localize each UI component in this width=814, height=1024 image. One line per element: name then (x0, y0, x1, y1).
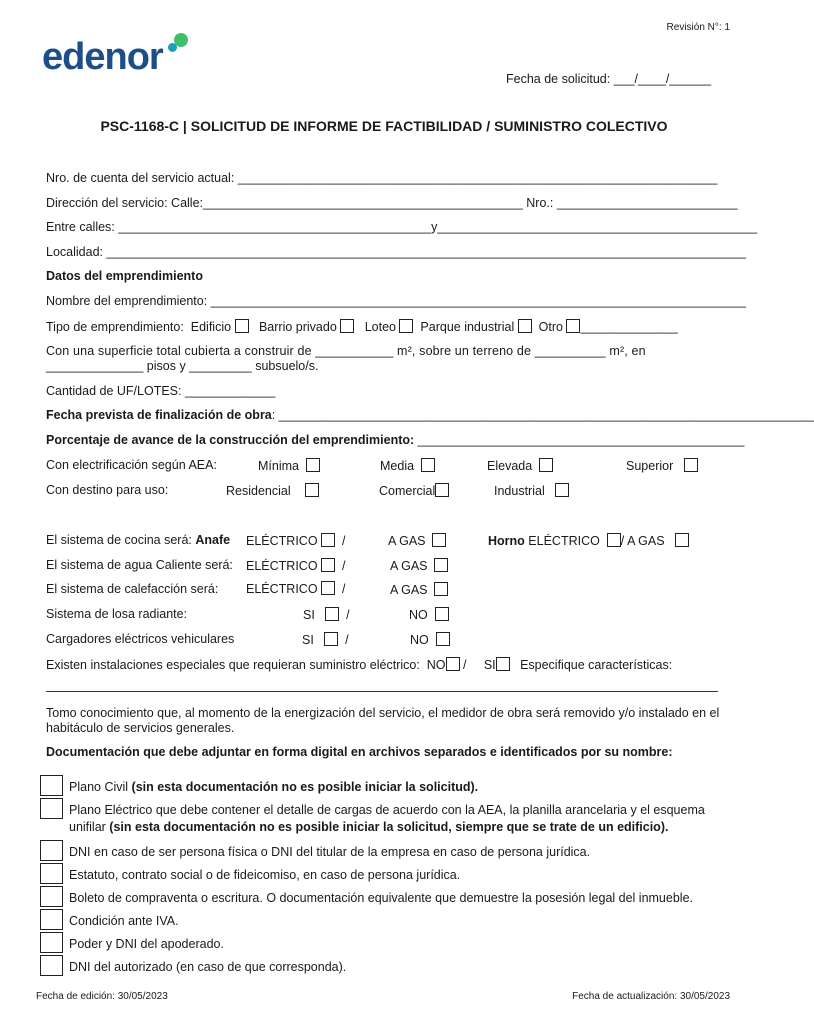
electrico-label: ELÉCTRICO (246, 559, 318, 573)
tipo-label: Tipo de emprendimiento: (46, 320, 184, 334)
calefaccion-electrico-checkbox[interactable] (321, 581, 335, 595)
tipo-option-label: Loteo (364, 320, 396, 334)
cocina-label-text: El sistema de cocina será: (46, 533, 192, 547)
tipo-loteo-checkbox[interactable] (399, 319, 413, 333)
destino-residencial[interactable] (226, 483, 319, 498)
porcentaje-field[interactable]: _______________________________________________ (414, 433, 745, 447)
losa-label: Sistema de losa radiante: (46, 607, 188, 621)
cargadores-si[interactable]: SI / (302, 633, 349, 647)
losa-si[interactable]: SI / (303, 608, 350, 622)
page-title: PSC-1168-C | SOLICITUD DE INFORME DE FACTIBILIDAD / SUMINISTRO COLECTIVO (100, 118, 668, 134)
especifique-label: Especifique características: (520, 658, 673, 672)
fecha-actualizacion: Fecha de actualización: 30/05/2023 (572, 991, 730, 1002)
industrial-checkbox[interactable] (555, 483, 569, 497)
doc-item-text (69, 913, 729, 930)
cargadores-no[interactable] (410, 632, 450, 647)
comercial-checkbox[interactable] (435, 483, 449, 497)
doc-item-text (69, 959, 729, 976)
fecha-finalizacion-label: Fecha prevista de finalización de obra (46, 408, 272, 422)
fecha-solicitud-field[interactable]: Fecha de solicitud: ___/____/______ (506, 72, 712, 86)
agua-electrico[interactable]: ELÉCTRICO / (246, 559, 346, 573)
losa-no[interactable] (409, 607, 449, 622)
losa-no-checkbox[interactable] (435, 607, 449, 621)
logo-dot-teal-icon (168, 43, 177, 52)
anafe-label: Anafe (195, 533, 231, 547)
option-label: Mínima (258, 459, 299, 473)
tomo-conocimiento-text: Tomo conocimiento que, al momento de la energización del servicio, el medidor de obra será removido y/o instalado en el habitáculo de servicios generales. (46, 706, 720, 735)
calefaccion-gas-checkbox[interactable] (434, 582, 448, 596)
option-label: Media (380, 459, 415, 473)
doc-note: (sin esta documentación no es posible iniciar la solicitud, siempre que se trate de un edificio). (109, 820, 669, 834)
electrificacion-superior[interactable] (626, 458, 698, 473)
media-checkbox[interactable] (421, 458, 435, 472)
horno-row[interactable]: Horno ELÉCTRICO / A GAS (488, 533, 689, 548)
especiales-si-checkbox[interactable] (496, 657, 510, 671)
doc-text: DNI en caso de ser persona física o DNI del titular de la empresa en caso de persona jurídica. (69, 845, 591, 859)
doc-checkbox[interactable] (40, 909, 63, 930)
especiales-label: Existen instalaciones especiales que requieran suministro eléctrico: (46, 658, 420, 672)
doc-checkbox[interactable] (40, 886, 63, 907)
doc-checkbox[interactable] (40, 798, 63, 819)
direccion-field[interactable]: Dirección del servicio: Calle:______________________________________________ Nro.: __________________________ (46, 196, 738, 210)
cantidad-uf-field[interactable]: Cantidad de UF/LOTES: _____________ (46, 384, 276, 398)
fecha-finalizacion-field[interactable]: : _____________________________________________________________________________ (271, 408, 814, 422)
horno-label: Horno (488, 534, 525, 548)
minima-checkbox[interactable] (306, 458, 320, 472)
elevada-checkbox[interactable] (539, 458, 553, 472)
electrificacion-minima[interactable] (258, 458, 320, 473)
fecha-finalizacion-row[interactable] (46, 408, 814, 422)
especiales-no-checkbox[interactable] (446, 657, 460, 671)
si-label: SI (483, 658, 496, 672)
logo-text: edenor (42, 36, 163, 78)
especiales-row: Existen instalaciones especiales que requieran suministro eléctrico: NO / SI Especifique características: (46, 658, 673, 672)
doc-text: Plano Eléctrico que debe contener el detalle de cargas de acuerdo con la AEA, la planilla arancelaria y el esquema unifilar (69, 803, 705, 834)
cocina-electrico-checkbox[interactable] (321, 533, 335, 547)
cocina-gas[interactable] (388, 533, 446, 548)
tipo-emprendimiento-row (46, 319, 720, 334)
gas-label: A GAS (627, 534, 665, 548)
edenor-logo (42, 36, 163, 79)
losa-si-checkbox[interactable] (325, 607, 339, 621)
electrico-label: ELÉCTRICO (246, 534, 318, 548)
fecha-edicion: Fecha de edición: 30/05/2023 (36, 991, 168, 1002)
tipo-option-label: Parque industrial (420, 320, 515, 334)
gas-label: A GAS (390, 559, 428, 573)
doc-text: Plano Civil (69, 780, 132, 794)
doc-checkbox[interactable] (40, 840, 63, 861)
doc-text: Boleto de compraventa o escritura. O documentación equivalente que demuestre la posesión legal del inmueble. (69, 891, 693, 905)
entre-calles-field[interactable]: Entre calles: _____________________________________________y______________________________________________ (46, 220, 758, 234)
electrificacion-label: Con electrificación según AEA: (46, 458, 217, 472)
doc-text: DNI del autorizado (en caso de que corresponda). (69, 960, 347, 974)
destino-comercial[interactable] (379, 483, 449, 498)
destino-label: Con destino para uso: (46, 483, 169, 497)
gas-label: A GAS (388, 534, 426, 548)
doc-text: Poder y DNI del apoderado. (69, 937, 224, 951)
tipo-barrio-checkbox[interactable] (340, 319, 354, 333)
electrificacion-media[interactable] (380, 458, 435, 473)
destino-industrial[interactable] (494, 483, 569, 498)
doc-item-text (69, 867, 729, 884)
cargadores-si-checkbox[interactable] (324, 632, 338, 646)
emprendimiento-heading: Datos del emprendimiento (46, 269, 203, 283)
tipo-option-label: Otro (538, 320, 563, 334)
doc-item-text (69, 844, 729, 861)
porcentaje-label: Porcentaje de avance de la construcción del emprendimiento: (46, 433, 415, 447)
no-label: NO (426, 658, 446, 672)
doc-checkbox[interactable] (40, 955, 63, 976)
agua-label: El sistema de agua Caliente será: (46, 558, 233, 572)
doc-checkbox[interactable] (40, 932, 63, 953)
cocina-gas-checkbox[interactable] (432, 533, 446, 547)
tipo-otro-field[interactable]: ______________ (580, 320, 678, 334)
localidad-field[interactable]: Localidad: ____________________________________________________________________________________________ (46, 245, 747, 259)
electrico-label: ELÉCTRICO (528, 534, 600, 548)
si-label: SI (302, 633, 314, 647)
cocina-electrico[interactable]: ELÉCTRICO / (246, 534, 346, 548)
option-label: Superior (626, 459, 674, 473)
cargadores-no-checkbox[interactable] (436, 632, 450, 646)
no-label: NO (409, 608, 428, 622)
tipo-edificio-checkbox[interactable] (235, 319, 249, 333)
electrico-label: ELÉCTRICO (246, 582, 318, 596)
si-label: SI (303, 608, 315, 622)
agua-gas-checkbox[interactable] (434, 558, 448, 572)
option-label: Industrial (494, 484, 545, 498)
cocina-label (46, 533, 230, 547)
option-label: Residencial (226, 484, 291, 498)
tipo-otro-checkbox[interactable] (566, 319, 580, 333)
electrificacion-elevada[interactable] (487, 458, 553, 473)
tipo-option-label: Edificio (190, 320, 232, 334)
doc-item-text (69, 890, 729, 907)
calefaccion-gas[interactable] (390, 582, 448, 597)
cargadores-label: Cargadores eléctricos vehiculares (46, 632, 235, 646)
option-label: Comercial (379, 484, 436, 498)
cuenta-field[interactable]: Nro. de cuenta del servicio actual: _____________________________________________________________________ (46, 171, 718, 185)
pisos-field[interactable]: ______________ pisos y _________ subsuelo/s. (46, 359, 319, 373)
doc-note: (sin esta documentación no es posible iniciar la solicitud). (131, 780, 479, 794)
doc-item-text (69, 802, 729, 836)
revision-number: Revisión N°: 1 (666, 22, 730, 33)
no-label: NO (410, 633, 429, 647)
doc-text: Estatuto, contrato social o de fideicomiso, en caso de persona jurídica. (69, 868, 461, 882)
documentacion-heading: Documentación que debe adjuntar en forma digital en archivos separados e identificados por su nombre: (46, 745, 673, 759)
residencial-checkbox[interactable] (305, 483, 319, 497)
nombre-emprendimiento-field[interactable]: Nombre del emprendimiento: _____________________________________________________________________________ (46, 294, 746, 308)
doc-text: Condición ante IVA. (69, 914, 179, 928)
agua-gas[interactable] (390, 558, 448, 573)
agua-electrico-checkbox[interactable] (321, 558, 335, 572)
superior-checkbox[interactable] (684, 458, 698, 472)
tipo-parque-checkbox[interactable] (518, 319, 532, 333)
doc-checkbox[interactable] (40, 863, 63, 884)
superficie-field[interactable]: Con una superficie total cubierta a construir de ___________ m², sobre un terreno de __________ m², en (46, 344, 646, 358)
porcentaje-row[interactable] (46, 433, 745, 447)
calefaccion-electrico[interactable]: ELÉCTRICO / (246, 582, 346, 596)
horno-electrico-checkbox[interactable] (607, 533, 621, 547)
gas-label: A GAS (390, 583, 428, 597)
tipo-option-label: Barrio privado (258, 320, 337, 334)
doc-item-text (69, 936, 729, 953)
doc-item-text (69, 779, 729, 796)
option-label: Elevada (487, 459, 533, 473)
calefaccion-label: El sistema de calefacción será: (46, 582, 219, 596)
doc-checkbox[interactable] (40, 775, 63, 796)
horno-gas-checkbox[interactable] (675, 533, 689, 547)
especifique-line[interactable] (46, 691, 718, 692)
